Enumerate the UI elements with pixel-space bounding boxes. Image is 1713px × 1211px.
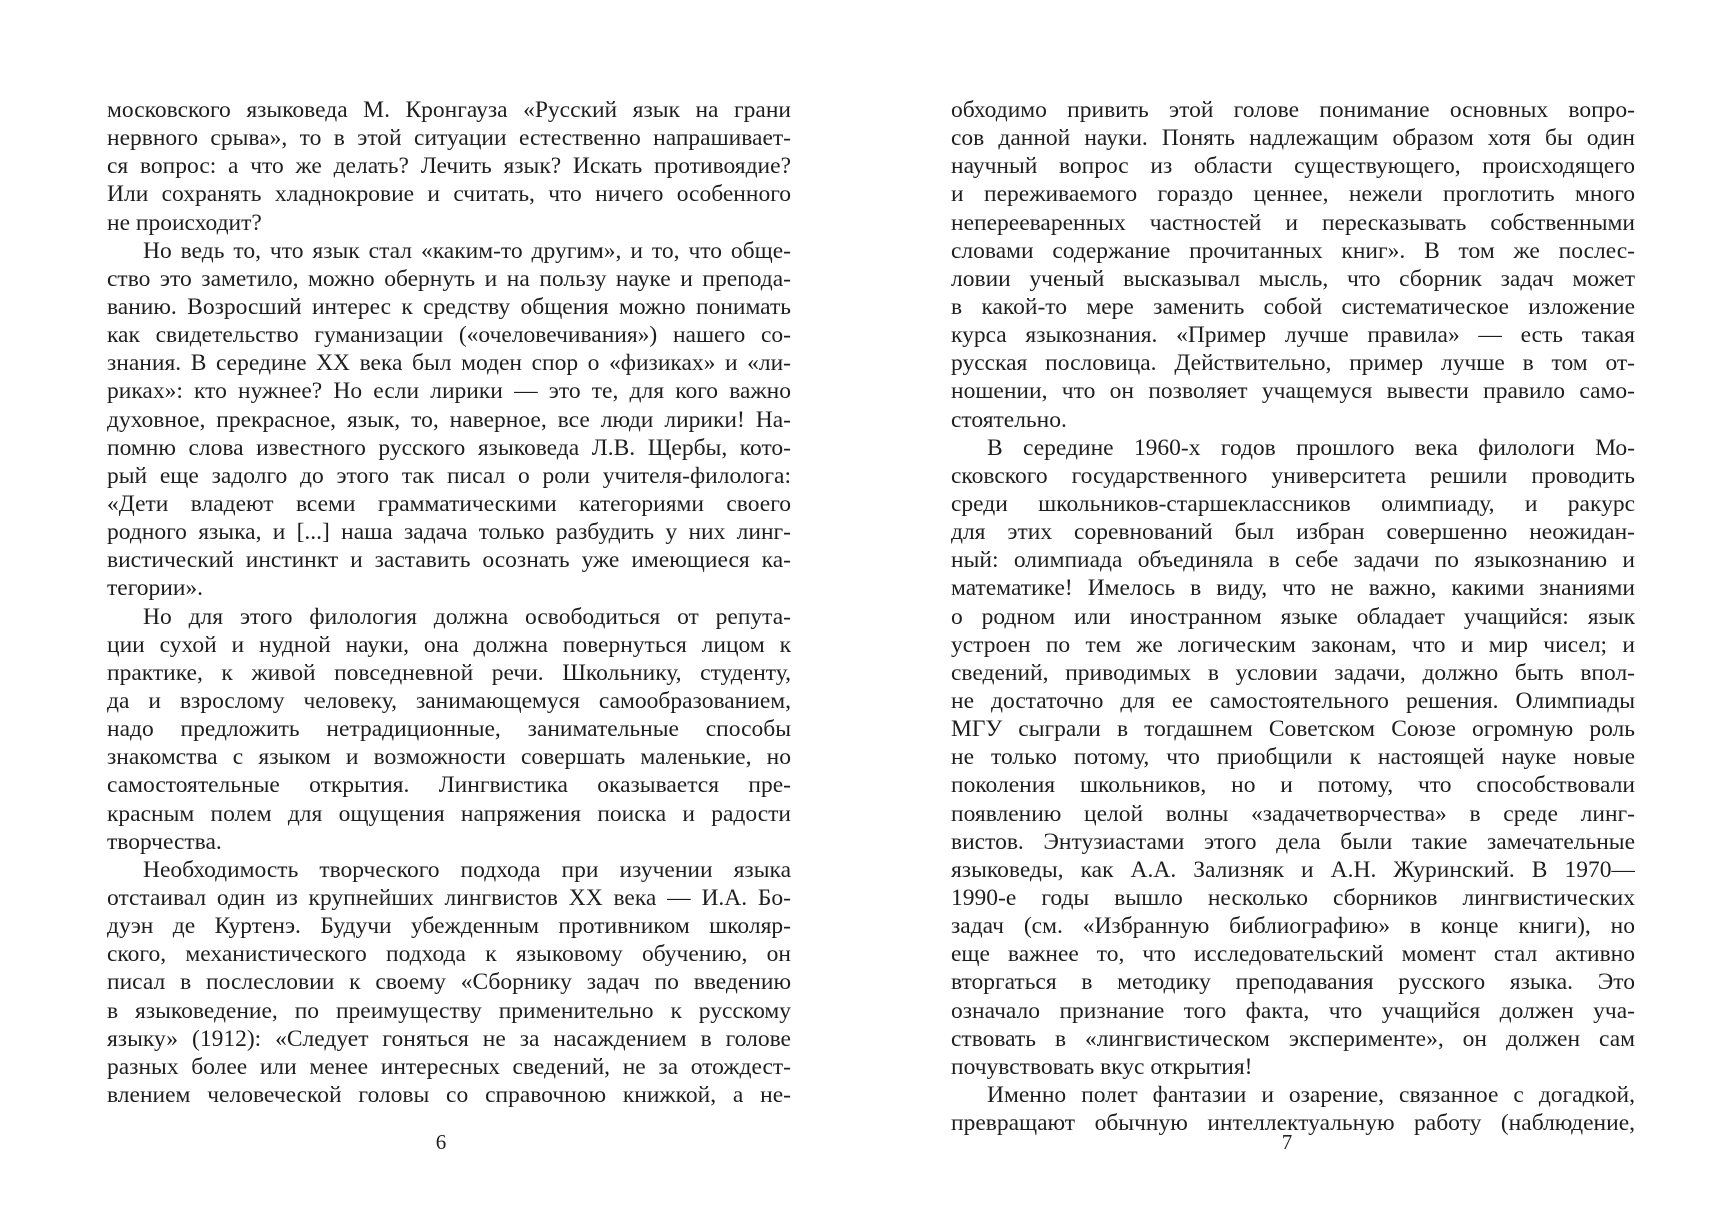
text-line: практике, к живой повседневной речи. Школьнику, студенту, bbox=[107, 659, 791, 686]
text-line: ношении, что он позволяет учащемуся вывести правило само- bbox=[951, 378, 1635, 405]
text-line: В середине 1960-х годов прошлого века филологи Мо- bbox=[987, 434, 1635, 461]
text-line: самостоятельные открытия. Лингвистика оказывается пре- bbox=[107, 772, 791, 799]
text-line: сведений, приводимых в условии задачи, должно быть впол- bbox=[951, 659, 1635, 686]
text-line: тегории». bbox=[107, 575, 204, 602]
text-line: помню слова известного русского языковеда Л.В. Щербы, кото- bbox=[107, 434, 791, 461]
text-line: знакомства с языком и возможности совершать маленькие, но bbox=[107, 744, 791, 771]
text-line: да и взрослому человеку, занимающемуся самообразованием, bbox=[107, 687, 791, 714]
page-number-right: 7 bbox=[1281, 1130, 1293, 1154]
text-line: для этих соревнований был избран совершенно неожидан- bbox=[951, 519, 1635, 546]
text-line: отстаивал один из крупнейших лингвистов XX века — И.А. Бо- bbox=[107, 884, 791, 911]
text-line: о родном или иностранном языке обладает учащийся: язык bbox=[951, 603, 1635, 630]
text-line: ствовать в «лингвистическом эксперименте», он должен сам bbox=[951, 1025, 1635, 1052]
text-line: языку» (1912): «Следует гоняться не за насаждением в голове bbox=[107, 1025, 791, 1052]
text-line: МГУ сыграли в тогдашнем Советском Союзе огромную роль bbox=[951, 716, 1635, 743]
text-line: почувствовать вкус открытия! bbox=[951, 1053, 1253, 1080]
text-line: Именно полет фантазии и озарение, связанное с догадкой, bbox=[987, 1081, 1635, 1108]
text-line: нервного срыва», то в этой ситуации естественно напрашивает- bbox=[107, 125, 791, 152]
text-line: Но ведь то, что язык стал «каким-то другим», и то, что обще- bbox=[143, 237, 791, 264]
text-line: задач (см. «Избранную библиографию» в конце книги), но bbox=[951, 913, 1635, 940]
text-line: ловии ученый высказывал мысль, что сборник задач может bbox=[951, 265, 1635, 292]
text-line: появлению целой волны «задачетворчества» в среде линг- bbox=[951, 800, 1635, 827]
text-line: ванию. Возросший интерес к средству общения можно понимать bbox=[107, 293, 791, 320]
text-line: ный: олимпиада объединяла в себе задачи по языкознанию и bbox=[951, 547, 1635, 574]
text-line: Но для этого филология должна освободиться от репута- bbox=[143, 603, 791, 630]
text-line: вистический инстинкт и заставить осознать уже имеющиеся ка- bbox=[107, 547, 791, 574]
text-line: русская пословица. Действительно, пример лучше в том от- bbox=[951, 350, 1635, 377]
text-line: сковского государственного университета решили проводить bbox=[951, 462, 1635, 489]
text-line: не достаточно для ее самостоятельного решения. Олимпиады bbox=[951, 687, 1635, 714]
text-line: Или сохранять хладнокровие и считать, что ничего особенного bbox=[107, 181, 791, 208]
right-page-text bbox=[951, 96, 1635, 1137]
text-line: ции сухой и нудной науки, она должна повернуться лицом к bbox=[107, 631, 791, 658]
text-line: как свидетельство гуманизации («очеловечивания») нашего со- bbox=[107, 322, 791, 349]
text-line: родного языка, и [...] наша задача только разбудить у них линг- bbox=[107, 519, 791, 546]
text-line: превращают обычную интеллектуальную работу (наблюдение, bbox=[951, 1110, 1635, 1137]
text-line: научный вопрос из области существующего, происходящего bbox=[951, 153, 1635, 180]
text-line: вторгаться в методику преподавания русского языка. Это bbox=[951, 969, 1635, 996]
text-line: среди школьников-старшеклассников олимпиаду, и ракурс bbox=[951, 490, 1635, 517]
text-line: творчества. bbox=[107, 828, 222, 855]
text-line: разных более или менее интересных сведений, не за отождест- bbox=[107, 1053, 791, 1080]
text-line: языковеды, как А.А. Зализняк и А.Н. Журинский. В 1970— bbox=[951, 856, 1635, 883]
text-line: ство это заметило, можно обернуть и на пользу науке и препода- bbox=[107, 265, 791, 292]
text-line: вистов. Энтузиастами этого дела были такие замечательные bbox=[951, 828, 1635, 855]
text-line: неперееваренных частностей и пересказывать собственными bbox=[951, 209, 1635, 236]
text-line: ся вопрос: а что же делать? Лечить язык? Искать противоядие? bbox=[107, 153, 791, 180]
text-line: ского, механистического подхода к языковому обучению, он bbox=[107, 941, 791, 968]
text-line: курса языкознания. «Пример лучше правила» — есть такая bbox=[951, 322, 1635, 349]
text-line: обходимо привить этой голове понимание основных вопро- bbox=[951, 97, 1635, 123]
text-line: писал в послесловии к своему «Сборнику задач по введению bbox=[107, 969, 791, 996]
text-line: в языковедение, по преимуществу применительно к русскому bbox=[107, 997, 791, 1024]
text-line: духовное, прекрасное, язык, то, наверное, все люди лирики! На- bbox=[107, 406, 791, 433]
text-line: Необходимость творческого подхода при изучении языка bbox=[143, 856, 791, 883]
left-page-text bbox=[107, 96, 791, 1109]
text-line: в какой-то мере заменить собой систематическое изложение bbox=[951, 293, 1635, 320]
text-line: поколения школьников, но и потому, что способствовали bbox=[951, 772, 1635, 799]
text-line: надо предложить нетрадиционные, занимательные способы bbox=[107, 716, 791, 743]
text-line: 1990-е годы вышло несколько сборников лингвистических bbox=[951, 884, 1635, 911]
text-line: не происходит? bbox=[107, 209, 262, 236]
text-line: московского языковеда М. Кронгауза «Русский язык на грани bbox=[107, 97, 791, 123]
text-line: словами содержание прочитанных книг». В том же послес- bbox=[951, 237, 1635, 264]
text-line: не только потому, что приобщили к настоящей науке новые bbox=[951, 744, 1635, 771]
text-line: математике! Имелось в виду, что не важно, какими знаниями bbox=[951, 575, 1635, 602]
text-line: влением человеческой головы со справочною книжкой, а не- bbox=[107, 1081, 791, 1108]
text-line: еще важнее то, что исследовательский момент стал активно bbox=[951, 941, 1635, 968]
text-line: дуэн де Куртенэ. Будучи убежденным противником школяр- bbox=[107, 913, 791, 940]
text-line: стоятельно. bbox=[951, 406, 1067, 433]
text-line: сов данной науки. Понять надлежащим образом хотя бы один bbox=[951, 125, 1635, 152]
text-line: рый еще задолго до этого так писал о роли учителя-филолога: bbox=[107, 462, 791, 489]
text-line: и переживаемого гораздо ценнее, нежели проглотить много bbox=[951, 181, 1635, 208]
text-line: красным полем для ощущения напряжения поиска и радости bbox=[107, 800, 791, 827]
text-line: означало признание того факта, что учащийся должен уча- bbox=[951, 997, 1635, 1024]
text-line: устроен по тем же логическим законам, что и мир чисел; и bbox=[951, 631, 1635, 658]
text-line: риках»: кто нужнее? Но если лирики — это те, для кого важно bbox=[107, 378, 791, 405]
page-number-left: 6 bbox=[435, 1130, 447, 1154]
text-line: знания. В середине XX века был моден спор о «физиках» и «ли- bbox=[107, 350, 791, 377]
text-line: «Дети владеют всеми грамматическими категориями своего bbox=[107, 490, 791, 517]
